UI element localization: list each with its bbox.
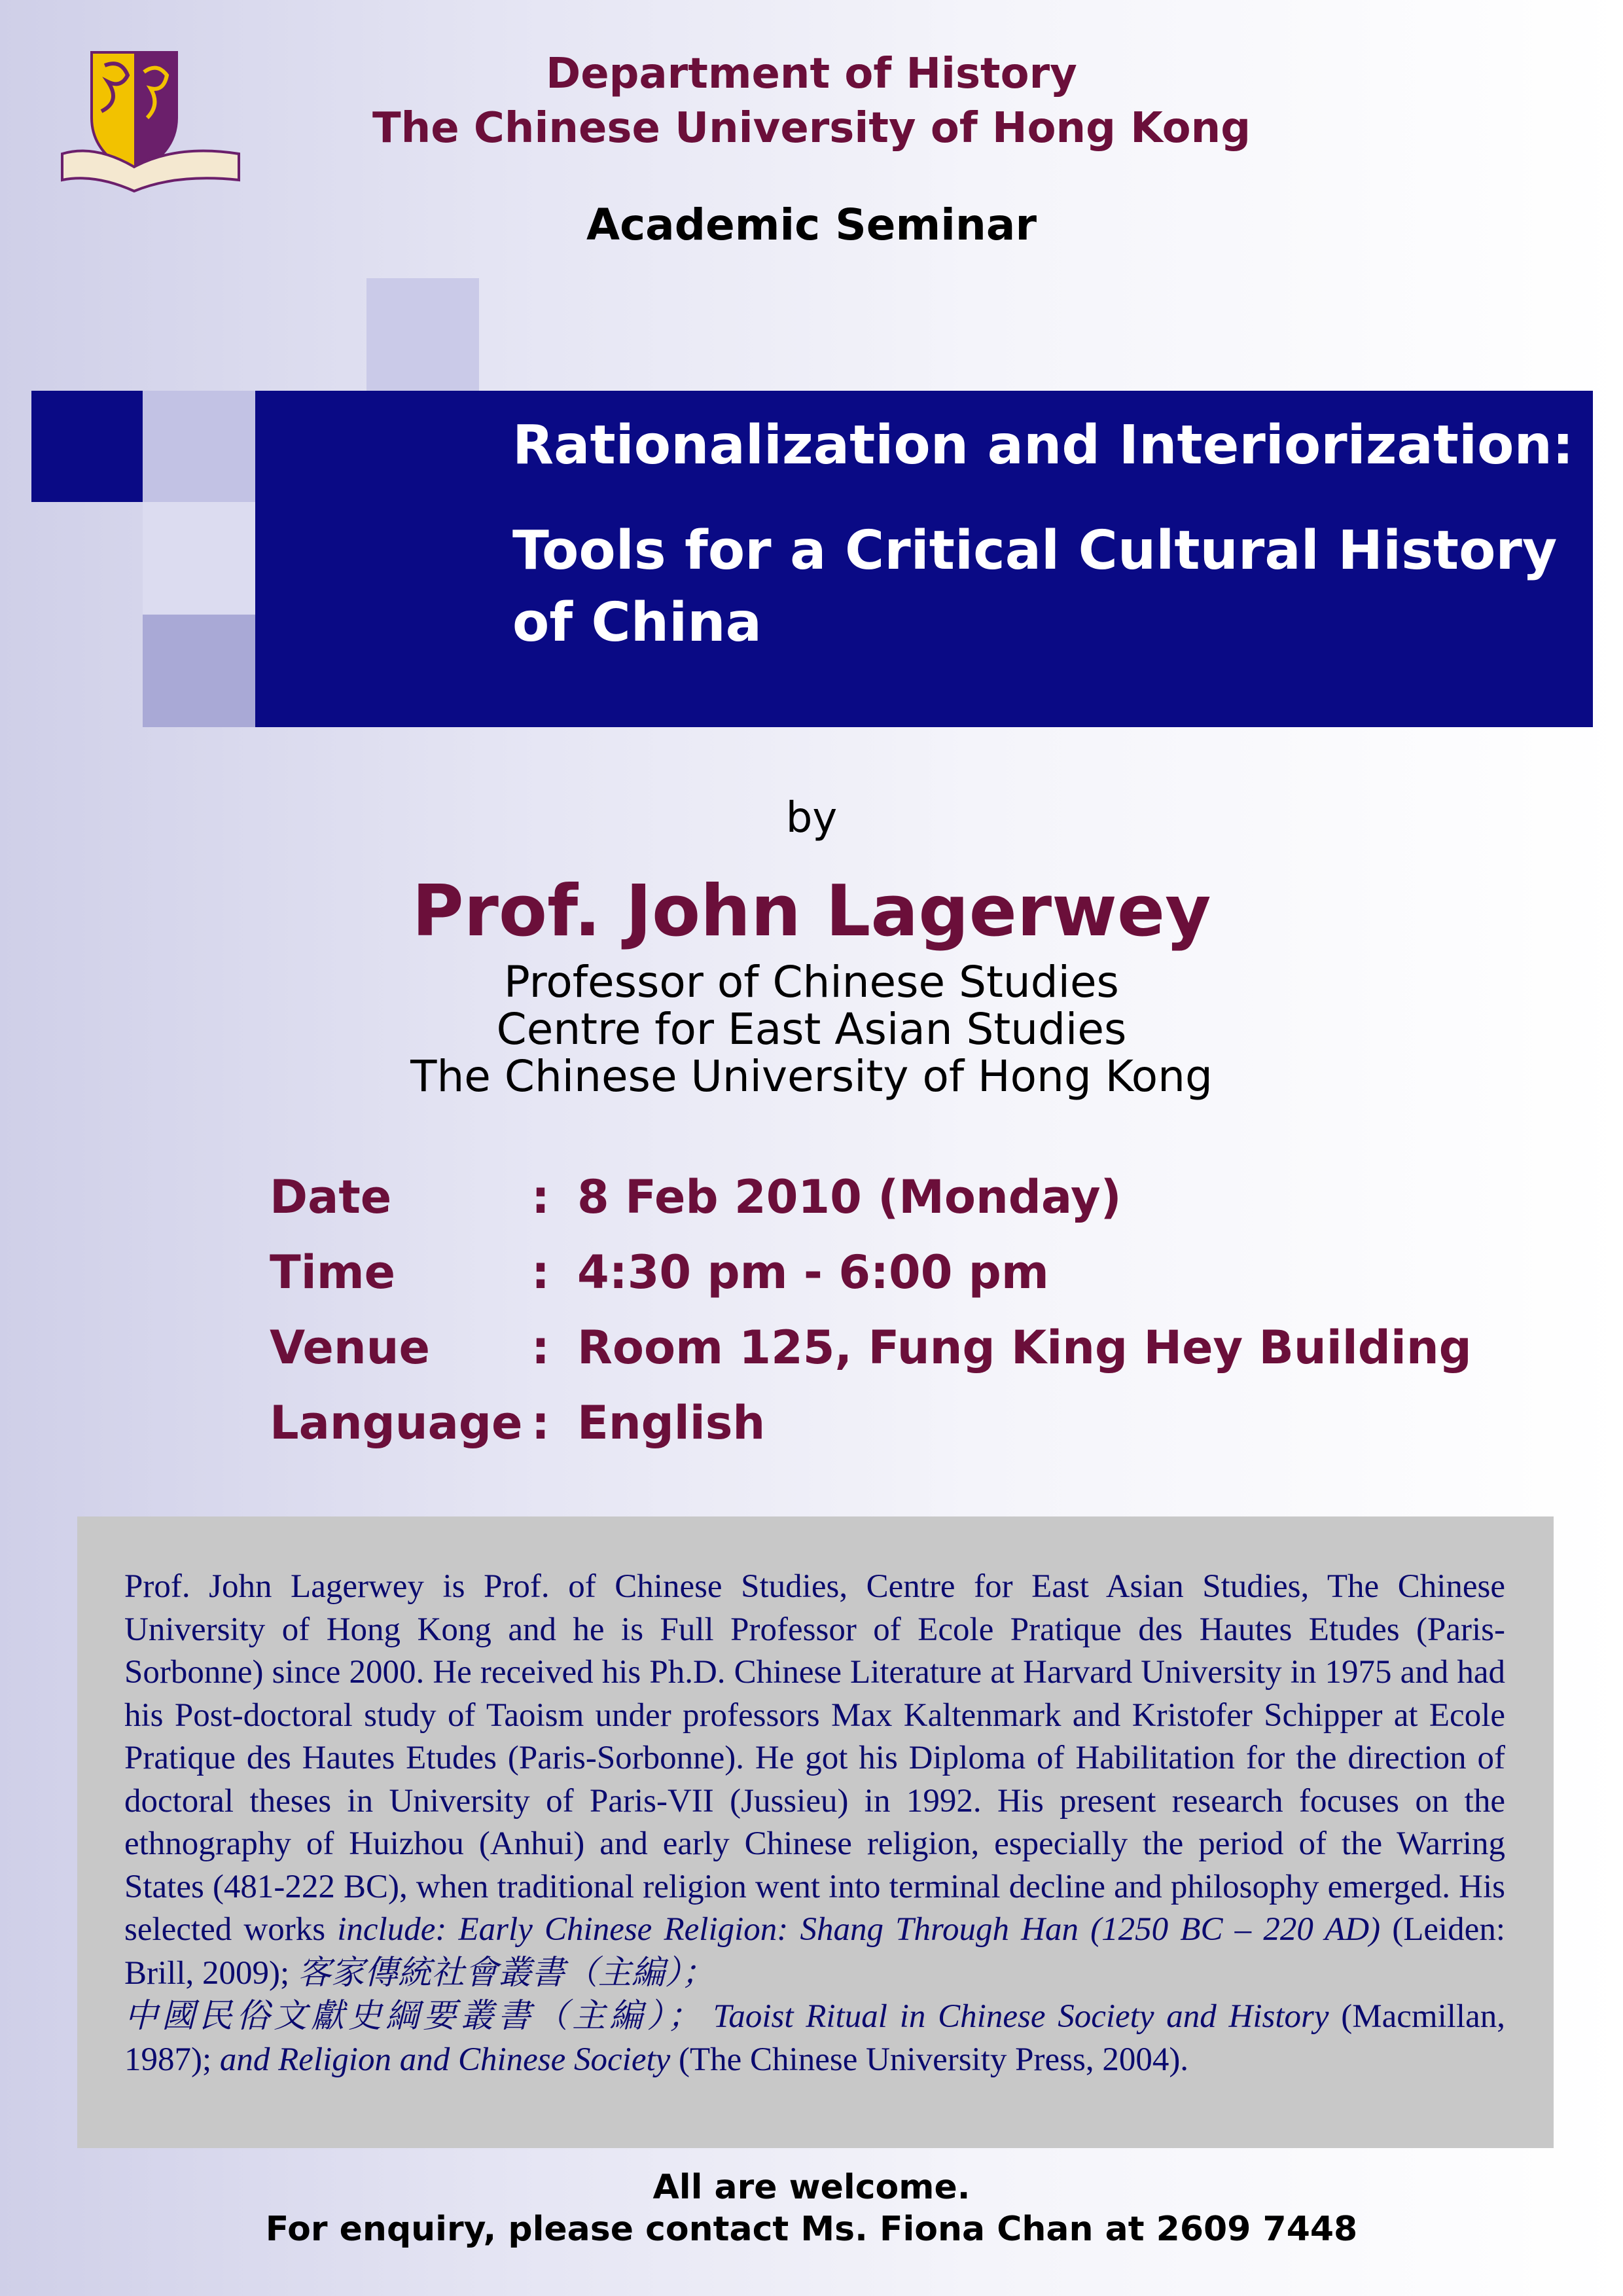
university-name: The Chinese University of Hong Kong (372, 104, 1251, 152)
welcome-note: All are welcome. (652, 2168, 971, 2207)
enquiry-contact: For enquiry, please contact Ms. Fiona Chan at 2609 7448 (265, 2210, 1358, 2249)
bio-text: (The Chinese University Press, 2004). (670, 2041, 1189, 2078)
bio-chinese-title: 客家傳統社會叢書（主編）； (297, 1953, 715, 1992)
bio-text: (Leiden: Brill, 2009); (124, 1911, 1505, 1992)
speaker-name: Prof. John Lagerwey (412, 870, 1211, 952)
detail-value: English (577, 1396, 766, 1450)
speaker-centre: Centre for East Asian Studies (496, 1004, 1127, 1054)
detail-colon: : (531, 1396, 550, 1450)
bio-text: Prof. John Lagerwey is Prof. of Chinese Studies, Centre for East Asian Studies, The Chinese University of Hong Kong and he is Full Professor of Ecole Pratique des Hautes Etudes (Paris-Sorbonne) since 2000. He received his Ph.D. Chinese Literature at Harvard University in 1975 and had his Post-doctoral study of Taoism under professors Max Kaltenmark and Kristofer Schipper at Ecole Pratique des Hautes Etudes (Paris-Sorbonne). He got his Diploma of Habilitation for the direction of doctoral theses in University of Paris-VII (Jussieu) in 1992. His present research focuses on the ethnography of Huizhou (Anhui) and early Chinese religion, especially the period of the Warring States (481-222 BC), when traditional religion went into terminal decline and philosophy emerged. His selected works (124, 1568, 1505, 1948)
detail-colon: : (531, 1170, 550, 1224)
detail-label: Venue (270, 1321, 430, 1374)
department-name: Department of History (546, 50, 1077, 98)
detail-value: 4:30 pm - 6:00 pm (577, 1246, 1049, 1299)
bio-work-title: and Religion and Chinese Society (219, 2041, 671, 2078)
event-type: Academic Seminar (586, 200, 1037, 250)
detail-label: Language (270, 1396, 523, 1450)
bio-text: (Macmillan, 1987); (124, 1998, 1505, 2078)
detail-label: Date (270, 1170, 392, 1224)
decor-square (143, 615, 255, 727)
title-line-1: Rationalization and Interiorization: (512, 414, 1574, 476)
detail-label: Time (270, 1246, 396, 1299)
decor-square (143, 391, 255, 502)
detail-value: 8 Feb 2010 (Monday) (577, 1170, 1122, 1224)
bio-work-title: include: Early Chinese Religion: Shang Through Han (1250 BC – 220 AD) (337, 1911, 1381, 1948)
bio-chinese-title: 中國民俗文獻史綱要叢書（主編）； (124, 1997, 701, 2036)
by-label: by (785, 794, 838, 842)
speaker-title: Professor of Chinese Studies (504, 957, 1119, 1007)
decor-square (31, 391, 144, 502)
speaker-university: The Chinese University of Hong Kong (410, 1051, 1213, 1102)
decor-square (143, 502, 255, 615)
detail-value: Room 125, Fung King Hey Building (577, 1321, 1472, 1374)
decor-square (366, 278, 479, 391)
detail-colon: : (531, 1246, 550, 1299)
title-line-3: of China (512, 592, 762, 654)
detail-colon: : (531, 1321, 550, 1374)
title-line-2: Tools for a Critical Cultural History (512, 520, 1558, 582)
bio-work-title: Taoist Ritual in Chinese Society and History (700, 1998, 1329, 2035)
speaker-bio (124, 1566, 1505, 2081)
